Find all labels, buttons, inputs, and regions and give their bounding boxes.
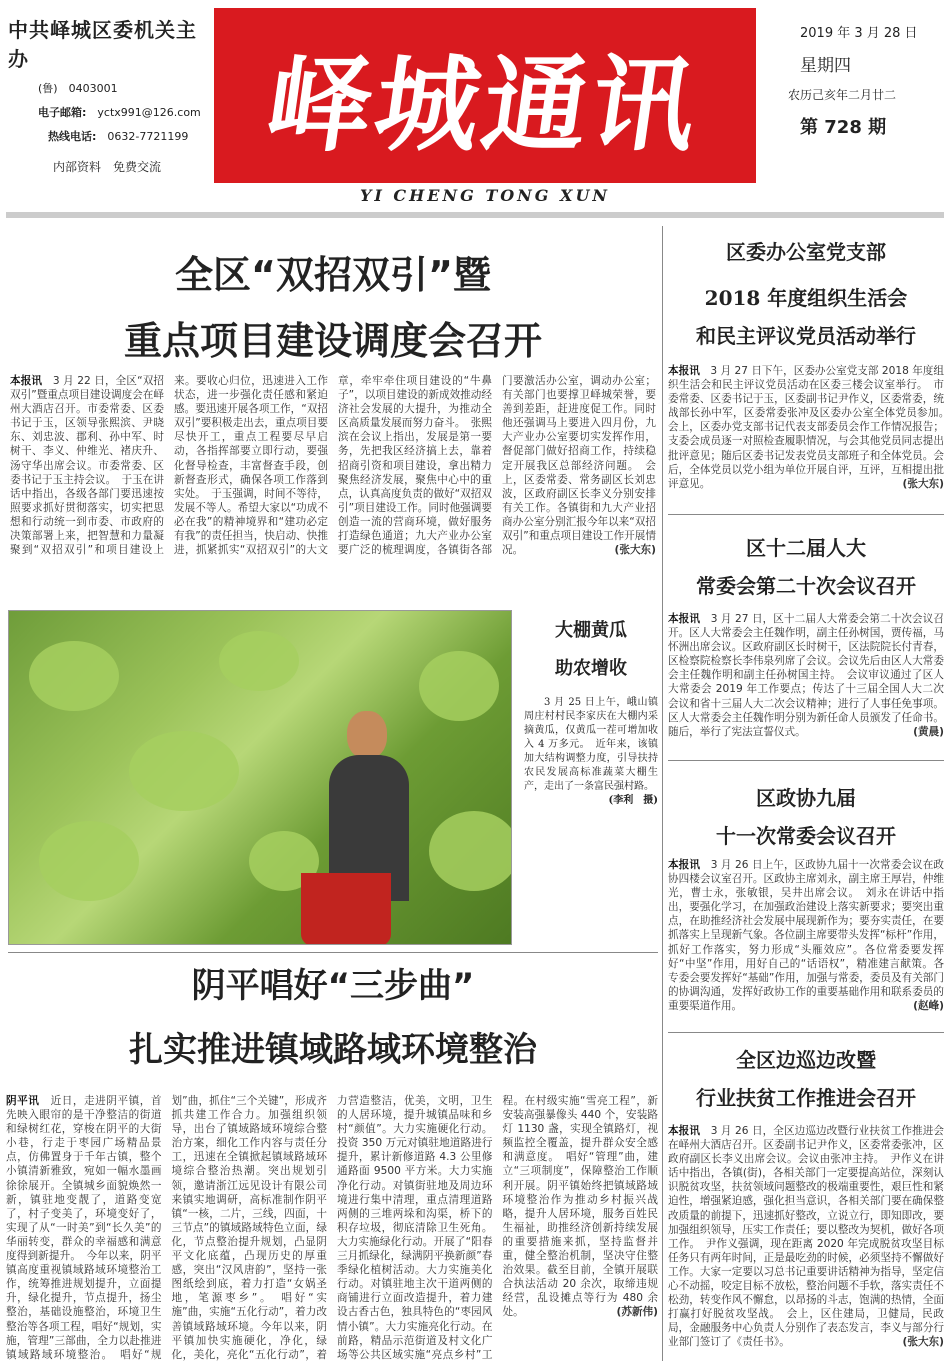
right4-byline: 本报讯 <box>668 1125 701 1137</box>
divider-r1 <box>668 514 944 515</box>
right3-title-2: 十一次常委会议召开 <box>716 824 896 848</box>
right2-body <box>668 612 944 754</box>
header-rule <box>6 212 944 218</box>
distribution-note: 内部资料 免费交流 <box>53 160 162 174</box>
right1-title-2: 2018 年度组织生活会 <box>704 286 908 310</box>
lead-byline: 本报讯 <box>10 375 43 387</box>
column-divider <box>662 226 663 1361</box>
second-title-2: 扎实推进镇域路域环境整治 <box>129 1030 537 1070</box>
divider-r2 <box>668 760 944 761</box>
second-text: 近日，走进阴平镇，首先映入眼帘的是干净整洁的街道和绿树红花，穿梭在阴平的大街小巷，行走于枣园广场精品景点，仿佛置身于千年古镇，整个小镇清新雅致，宛如一幅水墨画徐徐展开。全镇城乡面貌焕然一新，镇驻地变靓了，道路变宽了，村子变美了，环境变好了，实现了从“一时美”到“长久美”的华丽转变，群众的幸福感和满意度得到新提升。 今年以来，阴平镇高度重视镇域路域环境整治工作，统筹推进规划提升，立面提升，绿化提升，节点提升，扬尘整治，基础设施整治，环境卫生整治等各项工程，唱好“规划，实施，管理”三部曲，全力以赴推进镇域路域环境整治。 唱好“规划”曲，抓住“三个关键”，形成齐抓共建工作合力。加强组织领导，出台了镇域路域环境综合整治方案，细化工作内容与责任分工，迅速在全镇掀起镇域路域环境综合整治热潮。突出规划引领，邀请浙江远见设计有限公司来镇实地调研，高标准制作阴平镇“一核，二片，三线，四面，十三节点”的镇域路域特色立面，绿化，节点整治提升规划，凸显阴平文化底蕴，凸现历史的厚重感，突出“汉风唐韵”，坚持一张图纸绘到底，着力打造“女娲圣地，笔源枣乡”。 唱好“实施”曲，实施“五化行动”，着力改善镇域路域环境。今年以来，阴平镇加快实施硬化，净化，绿化，美化，亮化“五化行动”，着力营造整洁，优美，文明，卫生的人居环境，提升城镇品味和乡村“颜值”。大力实施硬化行动。投资 350 万元对镇驻地道路进行提升，累计新修道路 4.3 公里修通路面 9500 平方米。大力实施净化行动。对镇街驻地及周边环境进行集中清理，重点清理道路两侧的三堆两垛和沟渠，桥下的积存垃圾，彻底清除卫生死角。大力实施绿化行动。开展了“阳春三月抓绿化，绿满阴平换新颜”春季绿化植树活动。大力实施美化行动。对镇驻地主次干道两侧的商铺进行立面改造提升，着力建设古香古色，独具特色的“枣园风情小镇”。大力实施亮化行动。在前路，精品示范街道及村文化广场等公共区域实施“亮点乡村”工程。在村级实施“雪亮工程”，新安装高强暴像头 440 个，安装路灯 1130 盏，实现全镇路灯，视频监控全覆盖，提升群众安全感和满意度。 唱好“管理”曲，建立“三项制度”，保障整治工作顺利开展。阴平镇始终把镇域路域环境整治作为推动乡村振兴战略，提升人居环境，服务百姓民生福祉，助推经济创新持续发展的重要措施来抓，坚持监督并重，健全整治机制，坚决守住整治效果。截至目前，全镇开展联合执法活动 20 余次，取缔违规经营，乱设摊点等行为 480 余处。 <box>6 1095 658 1361</box>
masthead-title: 峄城通讯 <box>259 42 709 166</box>
reg-prefix: (鲁) <box>38 82 58 95</box>
right3-title-1: 区政协九届 <box>756 786 856 810</box>
right3-body <box>668 858 944 1028</box>
photo-caption <box>524 612 658 808</box>
issue-number: 第 728 期 <box>800 117 887 138</box>
email-row <box>8 104 208 120</box>
lead-title-2: 重点项目建设调度会召开 <box>123 319 542 363</box>
issue-date: 2019 年 3 月 28 日 <box>800 26 918 41</box>
caption-title-2: 助农增收 <box>555 658 627 679</box>
caption-title-1: 大棚黄瓜 <box>555 620 627 641</box>
lead-body <box>10 374 656 604</box>
header-right <box>788 22 940 149</box>
organizer: 中共峄城区委机关主办 <box>8 18 197 71</box>
phone-row <box>8 128 208 144</box>
caption-text <box>524 696 658 806</box>
right4-author: (张大东) <box>902 1336 944 1349</box>
cucumber-photo <box>8 610 512 945</box>
right2-byline: 本报讯 <box>668 613 701 625</box>
divider-r3 <box>668 1032 944 1033</box>
divider-2 <box>8 952 658 953</box>
right2-title-2: 常委会第二十次会议召开 <box>696 574 916 598</box>
reg-number: 0403001 <box>68 82 118 95</box>
masthead-pinyin: YI CHENG TONG XUN <box>359 186 611 205</box>
right4-body <box>668 1124 944 1362</box>
right2-text: 3 月 27 日，区十二届人大常委会第二十次会议召开。区人大常委会主任魏作明，副主任孙树国，贾传福，马怀洲出席会议。区政府副区长时树干，区法院院长付青春，区检察院检察长李伟泉列席了会议。会议先后由区人大常委会主任魏作明和副主任孙树国主持。 会议审议通过了区人大常委会 2019 年工作要点；传达了十三届全国人大二次会议和省十三届人大二次会议精神；进行了人事任免事项。区人大常委会主任魏作明分别为新任命人员颁发了任命书。随后，举行了宪法宣誓仪式。 <box>668 613 944 738</box>
registration <box>8 80 208 96</box>
lead-text: 3 月 22 日，全区“双招双引”暨重点项目建设调度会在峄州大酒店召开。市委常委、区委书记于玉，区领导张熙滨、尹晓东、刘忠波、郡利、孙中军、时树干、李义、仲维光、褚庆升、汤守华出席会议。市委常委、区委书记于玉主持会议。 于玉在讲话中指出，各级各部门要迅速按照要求抓好贯彻落实，切实把思想和行动统一到市委、市政府的决策部署上来，把智慧和力量凝聚到“双招双引”和项目建设上来。要收心归位，迅速进入工作状态，进一步强化责任感和紧迫感。要迅速开展各项工作，“双招双引”要积极走出去，重点项目要尽快开工，重点工程要尽早启动，各指挥部要立即行动，要强化督导检查，丰富督查手段，创新督查形式，确保各项工作落到实处。 于玉强调，时间不等待，发展不等人。希望大家以“功成不必在我”的精神境界和“建功必定有我”的责任担当，快启动、快推进，抓紧抓实“双招双引”的大文章，牵牢牵住项目建设的“牛鼻子”，以项目建设的新成效推动经济社会发展的大提升，为推动全区高质量发展而努力奋斗。 张熙滨在会议上指出，发展是第一要务，先把我区经济搞上去，靠着招商引资和项目建设，拿出精力聚焦经济发展，聚焦中心中的重点，认真高度负责的做好“双招双引”项目建设工作。同时他强调要创造一流的营商环境，做好服务打造绿色通道；九大产业办公室要广泛的梳理调度，各镇街各部门要激活办公室，调动办公室；有关部门也要撑卫峄城荣誉，要善到差距，赶进度促工作。同时他还强调马上要进入四月份，九大产业办公室要切实发挥作用，督促部门做好招商工作，持续稳定开展我区总部经济问题。 会上，区委常委、常务副区长刘忠波，区政府副区长李义分别安排有关工作。各镇街和九大产业招商办公室分别汇报今年以来“双招双引”和重点项目建设工作开展情况。 <box>10 375 656 557</box>
second-title-1: 阴平唱好“三步曲” <box>191 966 475 1006</box>
second-author: (苏新伟) <box>616 1306 658 1319</box>
right4-title-2: 行业扶贫工作推进会召开 <box>696 1086 916 1110</box>
right1-body <box>668 364 944 508</box>
right3-author: (赵峰) <box>913 999 944 1012</box>
lead-author: (张大东) <box>614 544 656 557</box>
right1-title-1: 区委办公室党支部 <box>726 240 886 264</box>
caption-credit: (李利 摄) <box>608 795 658 806</box>
header-left <box>8 14 208 175</box>
right2-author: (黄晨) <box>913 725 944 738</box>
right2-title-1: 区十二届人大 <box>746 536 866 560</box>
second-byline: 阴平讯 <box>6 1095 40 1107</box>
right3-byline: 本报讯 <box>668 859 701 871</box>
right4-title-1: 全区边巡边改暨 <box>736 1048 876 1072</box>
second-body <box>6 1094 658 1362</box>
weekday: 星期四 <box>800 56 851 76</box>
masthead <box>214 8 756 183</box>
right3-text: 3 月 26 日上午，区政协九届十一次常委会议在政协四楼会议室召开。区政协主席刘永，副主席王厚岩，仲维光，曹士永，张敏银，吴井出席会议。 刘永在讲话中指出，要强化学习，在加强政治建设上落实新要求；要突出重点，在助推经济社会发展中展现新作为；要夯实责任，在要抓落实上呈现新气象。各位副主席要带头发挥“标杆”作用，抓好工作落实，努力形成“头雁效应”。各位常委要发挥好“中坚”作用，用好自己的“话语权”，精准建言献策。各专委会要发挥好“基础”作用，加强与常委，委员及有关部门的协调沟通，发挥好政协工作的重要基础作用和联系委员的重要渠道作用。 <box>668 859 944 1012</box>
right4-text: 3 月 26 日，全区边巡边改暨行业扶贫工作推进会在峄州大酒店召开。区委副书记尹作义，区委常委张冲，区政府副区长李义出席会议。会议由张冲主持。 尹作义在讲话中指出，各镇(街)，各相关部门一定要提高站位，深刻认识脱贫攻坚，扶贫领域问题整改的极端重要性，艰巨性和紧迫性，增强紧迫感，强化担当意识，各相关部门要在确保整改质量的前提下，迅速抓好整改，立说立行，即知即改，要加强组织领导，压实工作责任；要以整改为契机，做好各项工作。 尹作义强调，现在距离 2020 年完成脱贫攻坚目标任务只有两年时间，正是最吃劲的时候，必须坚持不懈做好工作。大家一定要以习总书记重要讲话精神为指导，坚定信心不动摇，咬定目标不放松，整治问题不手软，落实责任不松劲，转变作风不懈怠，以昂扬的斗志，饱满的热情，全面打赢打好脱贫攻坚战。 会上，区住建局，卫健局，民政局，金融服务中心负责人分别作了表态发言，李义与部分行业部门签订了《责任书》。 <box>668 1125 944 1349</box>
caption-body: 3 月 25 日上午，峨山镇周庄村村民李家庆在大棚内采摘黄瓜，仅黄瓜一茬可增加收入 4 万多元。 近年来，该镇加大结构调整力度，引导扶持农民发展高标准蔬菜大棚生产，走出了一条富民强村路。 <box>524 697 658 792</box>
email-link[interactable]: yctx991@126.com <box>97 106 201 119</box>
right1-text: 3 月 27 日下午，区委办公室党支部 2018 年度组织生活会和民主评议党员活动在区委三楼会议室举行。 市委常委、区委书记于玉，区委副书记尹作义，区委常委，统战部长孙中军，区委常委张冲及区委办公室全体党员参加。 会上，区委办党支部书记代表支部委员会作工作情况报告；支委会成员逐一对照检查履职情况，与会其他党员同志提出批评意见；随后区委书记发表党员支部班子和全体党员。会后，全体党员以党小组为单位开展自评，互评，互相提出批评意见。 <box>668 365 944 490</box>
lead-title-1: 全区“双招双引”暨 <box>175 253 491 297</box>
bucket <box>301 873 391 945</box>
phone-label: 热线电话: <box>48 130 97 143</box>
right1-byline: 本报讯 <box>668 365 700 377</box>
email-label: 电子邮箱: <box>38 106 87 119</box>
lunar-date: 农历己亥年二月廿二 <box>788 88 897 102</box>
phone-number: 0632-7721199 <box>107 130 189 143</box>
right1-author: (张大东) <box>902 477 944 490</box>
right1-title-3: 和民主评议党员活动举行 <box>696 324 916 348</box>
